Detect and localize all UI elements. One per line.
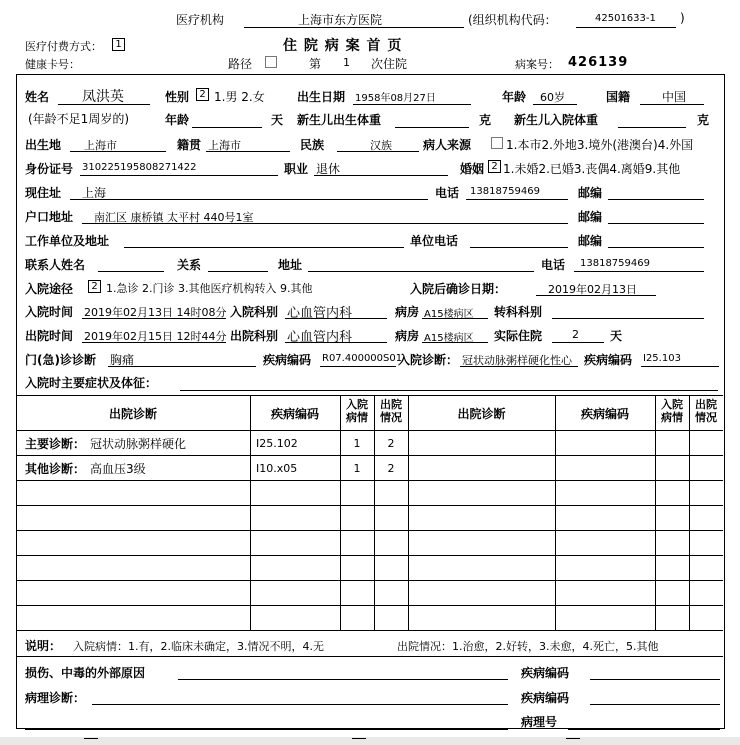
zip2-underline (608, 223, 704, 224)
pathway-label: 路径 (228, 57, 253, 71)
gram-unit: 克 (479, 113, 492, 127)
th-diag: 出院诊断 (108, 407, 157, 421)
birth-label: 出生日期 (297, 90, 346, 104)
pathology-underline (92, 704, 508, 705)
times-value: 1 (343, 56, 350, 69)
horizontal-scrollbar[interactable] (0, 737, 740, 745)
ward-label2: 病房 (395, 329, 420, 343)
other-diag-admit[interactable]: 1 (353, 462, 361, 475)
table-col-line (250, 395, 251, 630)
clinic-diag[interactable]: 胸痛 (110, 353, 135, 367)
table-bottom-border (16, 630, 723, 631)
pathology-no-underline (568, 729, 720, 730)
pathology-line2 (25, 729, 508, 730)
hukou-label: 户口地址 (25, 210, 74, 224)
age-value[interactable]: 60岁 (540, 91, 565, 104)
admit-dept[interactable]: 心血管内科 (287, 306, 353, 321)
admit-time[interactable]: 2019年02月13日 14时08分 (84, 306, 227, 319)
case-no-label: 病案号： (515, 58, 559, 71)
contact-label: 联系人姓名 (25, 258, 86, 272)
age-underline (533, 104, 577, 105)
birth-value[interactable]: 1958年08月27日 (355, 93, 436, 104)
org-label: 医疗机构 (176, 13, 225, 27)
org-code: 42501633-1 (595, 13, 656, 24)
stay-underline (552, 342, 604, 343)
nation-value[interactable]: 中国 (662, 90, 687, 104)
marriage-options: 1.未婚2.已婚3.丧偶4.离婚9.其他 (503, 162, 681, 176)
org-code-underline (576, 27, 676, 28)
pathway-checkbox[interactable] (265, 56, 277, 68)
footer-code-label: 疾病编码 (521, 666, 570, 680)
zip-label3: 邮编 (578, 234, 603, 248)
clinic-diag-label: 门(急)诊诊断 (25, 353, 96, 367)
name-label: 姓名 (25, 90, 50, 104)
discharge-ward[interactable]: A15楼病区 (424, 333, 474, 344)
main-diag-admit[interactable]: 1 (353, 437, 361, 450)
contact-phone-underline (574, 271, 704, 272)
table-header-border (16, 430, 723, 431)
infant-age-underline (192, 127, 262, 128)
nation-label: 国籍 (606, 90, 631, 104)
marriage-label: 婚姻 (460, 162, 485, 176)
stay-days[interactable]: 2 (572, 328, 579, 341)
main-diag-outcome[interactable]: 2 (387, 437, 395, 450)
table-row-line (16, 455, 723, 456)
th-admit-cond: 入院病情 (346, 398, 368, 424)
admit-time-label: 入院时间 (25, 305, 74, 319)
phone-label: 电话 (435, 186, 460, 200)
table-col-line (689, 395, 690, 630)
nation-underline (640, 104, 704, 105)
th-outcome: 出院情况 (380, 398, 402, 424)
zip3-underline (608, 247, 704, 248)
age-label: 年龄 (502, 90, 527, 104)
birth-underline (353, 104, 471, 105)
notes-bottom-border (16, 656, 723, 657)
table-col-line (374, 395, 375, 630)
other-diag-label: 其他诊断： (25, 462, 86, 476)
discharge-ward-underline (422, 342, 488, 343)
th-diag2: 出院诊断 (457, 407, 506, 421)
native-label: 籍贯 (177, 138, 202, 152)
table-row-line (16, 505, 723, 506)
notes-admit-cond: 入院病情：1.有，2.临床未确定，3.情况不明，4.无 (73, 640, 324, 653)
relation-label: 关系 (177, 258, 202, 272)
address-underline (70, 199, 428, 200)
ethnic-underline (337, 151, 419, 152)
footer-code-underline (590, 679, 720, 680)
injury-underline (178, 679, 508, 680)
name-value[interactable]: 凤洪英 (82, 89, 124, 105)
admit-dept-underline (285, 318, 387, 319)
transfer-label: 转科科别 (494, 305, 543, 319)
table-row-line (16, 480, 723, 481)
discharge-time-underline (82, 342, 226, 343)
admit-ward-underline (422, 318, 488, 319)
hukou-value[interactable]: 南汇区 康桥镇 太平村 440号1室 (94, 211, 254, 224)
admit-diag[interactable]: 冠状动脉粥样硬化性心 (462, 354, 572, 367)
ethnic-label: 民族 (300, 138, 325, 152)
ethnic-value[interactable]: 汉族 (370, 139, 392, 152)
day-unit: 天 (271, 113, 284, 127)
pathology-no-label: 病理号 (521, 715, 558, 729)
scroll-tick (566, 738, 580, 739)
discharge-dept-label: 出院科别 (230, 329, 279, 343)
address-value[interactable]: 上海 (82, 186, 107, 200)
confirm-label: 入院后确诊日期： (410, 282, 507, 296)
th-admit-cond2: 入院病情 (661, 398, 683, 424)
job-label: 职业 (284, 162, 309, 176)
notes-outcome: 出院情况：1.治愈，2.好转，3.未愈，4.死亡，5.其他 (397, 640, 659, 653)
th-code2: 疾病编码 (580, 407, 629, 421)
table-col-line (555, 395, 556, 630)
native-value[interactable]: 上海市 (208, 139, 241, 152)
table-col-line (408, 395, 409, 630)
other-diag-code[interactable]: I10.x05 (256, 462, 298, 475)
other-diag-outcome[interactable]: 2 (387, 462, 395, 475)
phone-value[interactable]: 13818759469 (470, 186, 540, 197)
newborn-weight-label: 新生儿出生体重 (297, 113, 382, 127)
contact-underline (98, 271, 164, 272)
zip-underline (608, 199, 704, 200)
newborn-admit-underline (618, 127, 686, 128)
discharge-dept[interactable]: 心血管内科 (287, 330, 353, 345)
main-diag-code[interactable]: I25.102 (256, 437, 298, 450)
ward-label: 病房 (395, 305, 420, 319)
main-diag-label: 主要诊断： (25, 437, 86, 451)
admit-time-underline (82, 318, 226, 319)
page-title: 住 院 病 案 首 页 (283, 38, 403, 54)
relation-underline (208, 271, 268, 272)
pay-label: 医疗付费方式： (25, 40, 102, 53)
case-no: 426139 (568, 55, 629, 70)
other-diag[interactable]: 高血压3级 (90, 462, 146, 476)
infant-age-label: 年龄 (165, 113, 190, 127)
discharge-time[interactable]: 2019年02月15日 12时44分 (84, 330, 227, 343)
contact-addr-underline (308, 271, 534, 272)
work-phone-underline (470, 247, 568, 248)
table-row-line (16, 580, 723, 581)
admit-code-underline (641, 366, 719, 367)
phone-underline (466, 199, 568, 200)
code-label2: 疾病编码 (584, 353, 633, 367)
id-underline (80, 175, 278, 176)
id-label: 身份证号 (25, 162, 74, 176)
table-top-border (16, 395, 723, 396)
source-options: 1.本市2.外地3.境外(港澳台)4.外国 (506, 138, 694, 152)
zip-label: 邮编 (578, 186, 603, 200)
confirm-date[interactable]: 2019年02月13日 (548, 283, 637, 296)
scroll-tick (352, 738, 366, 739)
birthplace-underline (70, 151, 166, 152)
name-underline (58, 104, 150, 105)
native-underline (206, 151, 290, 152)
gram-unit2: 克 (697, 113, 710, 127)
table-col-line (340, 395, 341, 630)
org-underline (244, 27, 464, 28)
address-label: 现住址 (25, 186, 62, 200)
contact-phone-value[interactable]: 13818759469 (580, 258, 650, 269)
code-label: 疾病编码 (263, 353, 312, 367)
admit-diag-underline (460, 366, 578, 367)
admit-ward[interactable]: A15楼病区 (424, 309, 474, 320)
org-code-label: (组织机构代码： (468, 13, 557, 27)
th-code: 疾病编码 (270, 407, 319, 421)
main-diag[interactable]: 冠状动脉粥样硬化 (90, 437, 187, 451)
notes-label: 说明： (25, 639, 62, 653)
footer-code-label2: 疾病编码 (521, 691, 570, 705)
clinic-code-underline (320, 366, 396, 367)
footer-code2-underline (590, 704, 720, 705)
sex-value-box[interactable]: 2 (196, 88, 209, 101)
clinic-code[interactable]: R07.400000S01 (322, 353, 403, 364)
table-row-line (16, 530, 723, 531)
admit-diag-label: 入院诊断： (398, 353, 459, 367)
pathology-label: 病理诊断： (25, 691, 86, 705)
health-card-label: 健康卡号： (25, 58, 80, 71)
newborn-weight-underline (395, 127, 469, 128)
route-options: 1.急诊 2.门诊 3.其他医疗机构转入 9.其他 (106, 282, 313, 295)
source-label: 病人来源 (423, 138, 472, 152)
infant-note: (年龄不足1周岁的) (28, 112, 129, 126)
symptoms-label: 入院时主要症状及体征： (25, 376, 158, 390)
injury-label: 损伤、中毒的外部原因 (25, 666, 146, 680)
work-phone-label: 单位电话 (410, 234, 459, 248)
table-row-line (16, 555, 723, 556)
org-name: 上海市东方医院 (298, 13, 383, 27)
org-code-close: ) (680, 11, 685, 25)
clinic-diag-underline (108, 366, 256, 367)
times-suffix: 次住院 (371, 57, 408, 71)
route-value-box[interactable]: 2 (88, 280, 101, 293)
discharge-time-label: 出院时间 (25, 329, 74, 343)
route-label: 入院途径 (25, 282, 74, 296)
table-col-line (655, 395, 656, 630)
sex-label: 性别 (165, 90, 190, 104)
contact-addr-label: 地址 (278, 258, 303, 272)
stay-label: 实际住院 (494, 329, 543, 343)
contact-phone-label: 电话 (541, 258, 566, 272)
birthplace-value[interactable]: 上海市 (84, 139, 117, 152)
stay-unit: 天 (610, 329, 623, 343)
birthplace-label: 出生地 (25, 138, 62, 152)
sex-options: 1.男 2.女 (214, 90, 265, 104)
job-underline (314, 175, 448, 176)
work-label: 工作单位及地址 (25, 234, 110, 248)
zip-label2: 邮编 (578, 210, 603, 224)
work-underline (124, 247, 404, 248)
pay-value-box[interactable]: 1 (112, 38, 125, 51)
transfer-underline (552, 318, 704, 319)
marriage-value-box[interactable]: 2 (488, 160, 501, 173)
newborn-admit-weight-label: 新生儿入院体重 (514, 113, 599, 127)
th-outcome2: 出院情况 (695, 398, 717, 424)
admit-code[interactable]: I25.103 (643, 353, 681, 364)
table-row-line (16, 605, 723, 606)
times-prefix: 第 (309, 57, 322, 71)
source-checkbox[interactable] (491, 137, 503, 149)
scroll-tick (84, 738, 98, 739)
id-value[interactable]: 310225195808271422 (82, 162, 197, 173)
hukou-underline (82, 223, 568, 224)
confirm-underline (536, 295, 656, 296)
job-value[interactable]: 退休 (316, 162, 341, 176)
discharge-dept-underline (285, 342, 387, 343)
symptoms-underline (180, 390, 718, 391)
admit-dept-label: 入院科别 (230, 305, 279, 319)
